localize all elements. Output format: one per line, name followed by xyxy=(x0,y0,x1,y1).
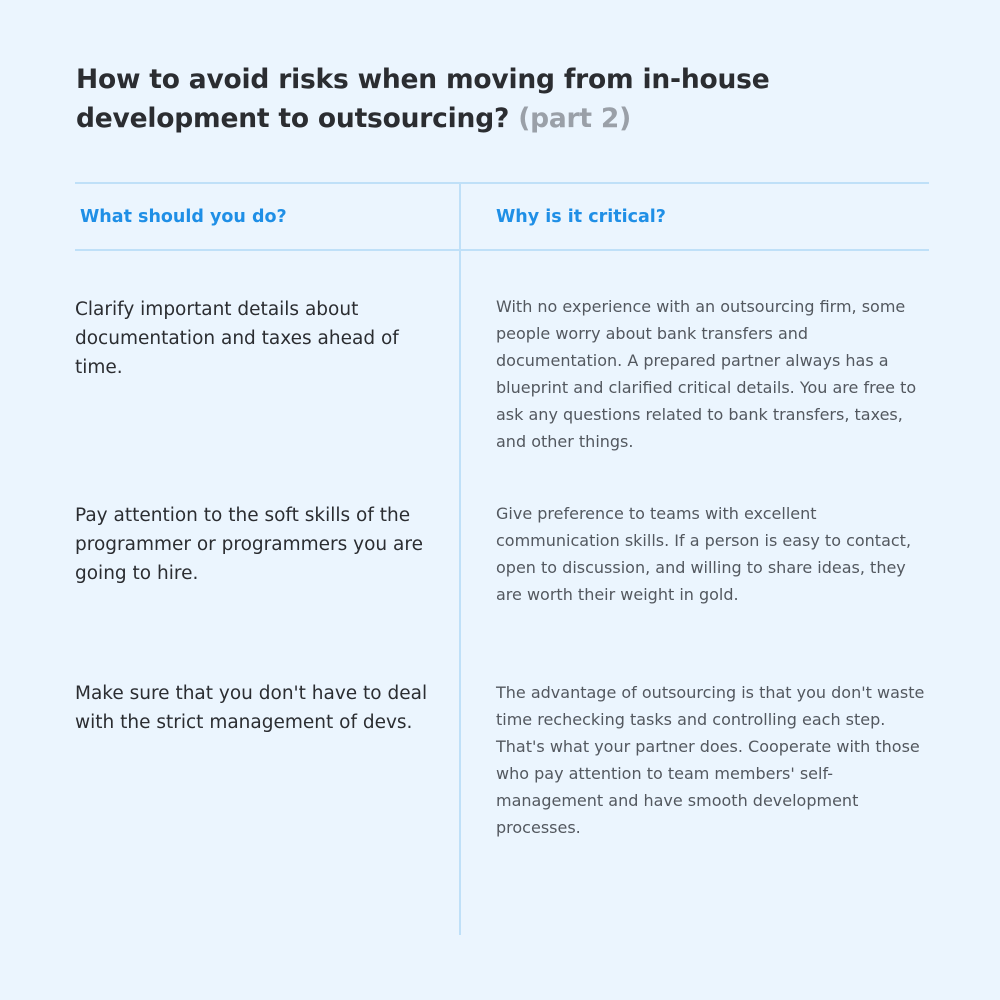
row-1-reason: With no experience with an outsourcing firm, some people worry about bank transfers and documentation. A prepared partner always has a blueprint and clarified critical details. You are free to ask any questions related to bank transfers, taxes, and other things. xyxy=(496,297,917,451)
page-title xyxy=(76,60,936,138)
row-3-action: Make sure that you don't have to deal with the strict management of devs. xyxy=(75,683,428,733)
table-header-divider xyxy=(75,249,929,251)
row-2-reason: Give preference to teams with excellent communication skills. If a person is easy to contact, open to discussion, and willing to share ideas, they are worth their weight in gold. xyxy=(496,504,912,604)
title-subtitle: (part 2) xyxy=(518,103,632,134)
row-3-reason: The advantage of outsourcing is that you don't waste time rechecking tasks and controlling each step. That's what your partner does. Cooperate with those who pay attention to team members' self-management and have smooth development processes. xyxy=(496,683,925,837)
column-header-action: What should you do? xyxy=(80,207,287,227)
row-1-action: Clarify important details about documentation and taxes ahead of time. xyxy=(75,299,399,378)
row-2-action: Pay attention to the soft skills of the programmer or programmers you are going to hire. xyxy=(75,505,423,584)
table-top-divider xyxy=(75,182,929,184)
table-column-divider xyxy=(459,183,461,935)
column-header-reason: Why is it critical? xyxy=(496,207,666,227)
title-main: How to avoid risks when moving from in-house development to outsourcing? xyxy=(76,64,770,134)
